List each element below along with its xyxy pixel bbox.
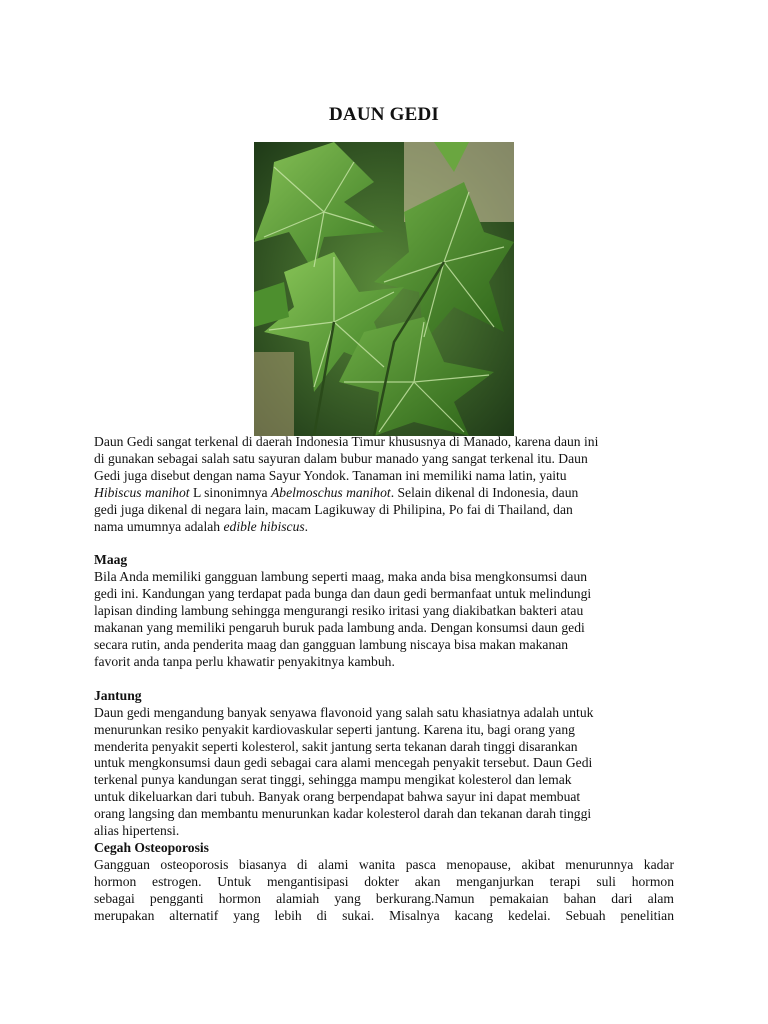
latin-name: Hibiscus manihot [94,484,190,500]
text-line: untuk mengkonsumsi daun gedi sebagai cara alami mencegah penyakit tersebut. Daun Gedi [94,755,593,771]
spacer [94,671,674,688]
text-line: terkenal punya kandungan serat tinggi, sehingga mampu mengikat kolesterol dan lemak [94,772,572,788]
text-line: Gedi juga disebut dengan nama Sayur Yondok. Tanaman ini memiliki nama latin, yaitu [94,467,567,483]
article-body [94,434,674,924]
latin-synonym: Abelmoschus manihot [270,484,391,500]
section-maag [94,552,674,670]
text-line: menurunkan resiko penyakit kardiovaskular seperti jantung. Karena itu, bagi orang yang [94,721,575,737]
text-segment: . [304,518,309,534]
text-line: untuk dikeluarkan dari tubuh. Banyak orang berpendapat bahwa sayur ini dapat membuat [94,789,581,805]
text-line: alias hipertensi. [94,823,180,839]
text-line: hormon estrogen. Untuk mengantisipasi dokter akan menganjurkan terapi suli hormon [94,873,674,889]
section-heading: Jantung [94,687,142,703]
text-line: makanan yang memiliki pengaruh buruk pada lambung anda. Dengan konsumsi daun gedi [94,620,585,636]
page-title: DAUN GEDI [328,104,439,125]
text-line: Daun gedi mengandung banyak senyawa flavonoid yang salah satu khasiatnya adalah untuk [94,704,594,720]
section-osteoporosis [94,840,674,925]
text-line: orang langsing dan membantu menurunkan kadar kolesterol darah dan tekanan darah tinggi [94,806,592,822]
text-line: lapisan dinding lambung sehingga mengurangi resiko iritasi yang diakibatkan bakteri atau [94,603,584,619]
text-line: gedi ini. Kandungan yang terdapat pada bunga dan daun gedi bermanfaat untuk melindungi [94,586,592,602]
text-line [94,519,674,536]
text-line: di gunakan sebagai salah satu sayuran dalam bubur manado yang sangat terkenal itu. Daun [94,450,588,466]
section-heading: Maag [94,552,128,568]
text-segment: . Selain dikenal di Indonesia, daun [390,484,579,500]
text-line [94,485,674,502]
intro-paragraph [94,434,674,535]
text-line: Bila Anda memiliki gangguan lambung seperti maag, maka anda bisa mengkonsumsi daun [94,569,588,585]
text-segment: nama umumnya adalah [94,518,224,534]
common-name: edible hibiscus [223,518,305,534]
text-line: merupakan alternatif yang lebih di sukai. Misalnya kacang kedelai. Sebuah penelitian [94,907,674,923]
text-line: Gangguan osteoporosis biasanya di alami wanita pasca menopause, akibat menurunnya kadar [94,856,674,872]
leaf-image [254,142,514,436]
section-jantung [94,688,674,840]
text-line: Daun Gedi sangat terkenal di daerah Indonesia Timur khususnya di Manado, karena daun ini [94,434,599,449]
text-segment: L sinonimnya [189,484,271,500]
spacer [94,535,674,552]
text-line: sebagai pengganti hormon alamiah yang berkurang.Namun pemakaian bahan dari alam [94,890,674,906]
section-heading: Cegah Osteoporosis [94,839,209,855]
daun-gedi-photo [254,142,514,436]
text-line: gedi juga dikenal di negara lain, macam Lagikuway di Philipina, Po fai di Thailand, dan [94,501,573,517]
text-line: menderita penyakit seperti kolesterol, sakit jantung serta tekanan darah tinggi disarankan [94,738,578,754]
text-line: secara rutin, anda penderita maag dan gangguan lambung niscaya bisa makan makanan [94,636,569,652]
text-line: favorit anda tanpa perlu khawatir penyakitnya kambuh. [94,653,395,669]
